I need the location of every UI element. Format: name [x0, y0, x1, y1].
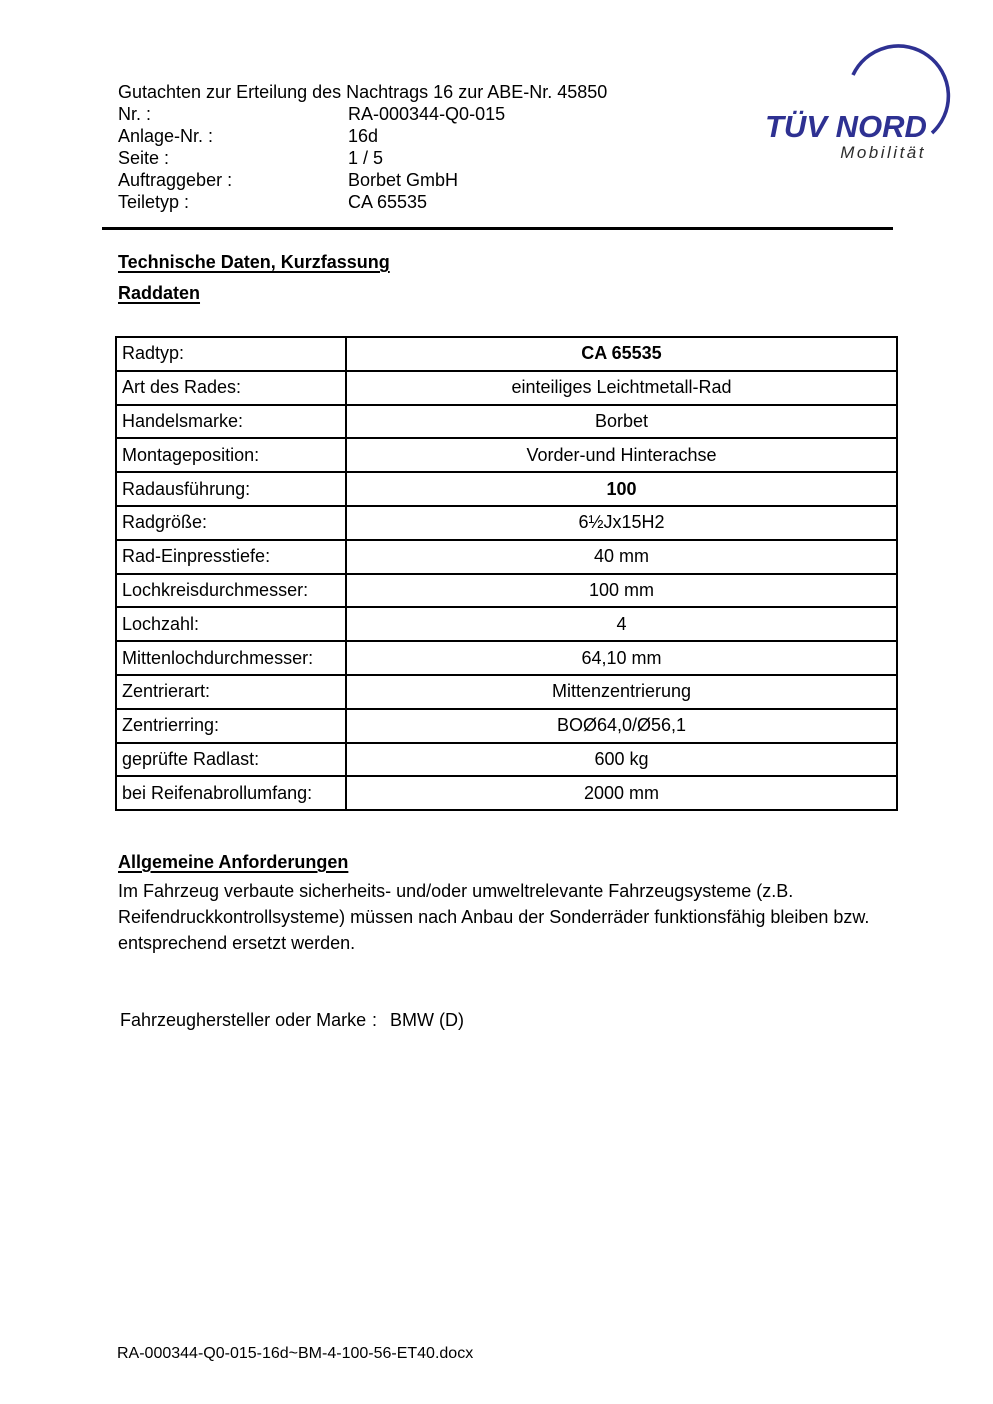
- general-requirements-text: Im Fahrzeug verbaute sicherheits- und/oder umweltrelevante Fahrzeugsysteme (z.B. Reifendruckkontrollsysteme) müssen nach Anbau der Sonderräder funktionsfähig bleiben bzw. entsprechend ersetzt werden.: [118, 881, 870, 953]
- technical-data-heading: Technische Daten, Kurzfassung: [118, 252, 390, 272]
- row-label: geprüfte Radlast:: [116, 743, 346, 777]
- row-label: Art des Rades:: [116, 371, 346, 405]
- table-row: [116, 472, 897, 506]
- tuv-nord-logo: [752, 44, 952, 172]
- manufacturer-value: BMW (D): [390, 1010, 464, 1030]
- header-field-value: 1 / 5: [348, 148, 384, 168]
- row-value: 100 mm: [346, 574, 897, 608]
- row-label: Radgröße:: [116, 506, 346, 540]
- manufacturer-line: [120, 1010, 464, 1031]
- row-label: Lochkreisdurchmesser:: [116, 574, 346, 608]
- row-label: Handelsmarke:: [116, 405, 346, 439]
- table-row: [116, 776, 897, 810]
- header-fields: [118, 103, 607, 213]
- header-field: [118, 191, 607, 213]
- header-field-label: Nr. :: [118, 104, 152, 124]
- table-row: [116, 574, 897, 608]
- row-value: 4: [346, 607, 897, 641]
- raddaten-heading: Raddaten: [118, 283, 201, 303]
- table-row: [116, 743, 897, 777]
- row-label: Mittenlochdurchmesser:: [116, 641, 346, 675]
- row-label: Montageposition:: [116, 438, 346, 472]
- header-field-label: Teiletyp :: [118, 192, 190, 212]
- row-value: einteiliges Leichtmetall-Rad: [346, 371, 897, 405]
- footer-filename: RA-000344-Q0-015-16d~BM-4-100-56-ET40.docx: [117, 1345, 474, 1362]
- tuv-nord-logo-text: TÜV NORD: [765, 109, 927, 144]
- row-label: Rad-Einpresstiefe:: [116, 540, 346, 574]
- table-row: [116, 337, 897, 371]
- row-value: 6½Jx15H2: [346, 506, 897, 540]
- manufacturer-label: Fahrzeughersteller oder Marke: [120, 1010, 367, 1030]
- table-row: [116, 709, 897, 743]
- header-field-label: Seite :: [118, 148, 170, 168]
- header-divider: [102, 227, 893, 230]
- row-value: Mittenzentrierung: [346, 675, 897, 709]
- table-row: [116, 371, 897, 405]
- header-field: [118, 103, 607, 125]
- manufacturer-separator: :: [372, 1010, 378, 1030]
- row-label: Zentrierart:: [116, 675, 346, 709]
- header-field: [118, 147, 607, 169]
- logo-tagline: Mobilität: [840, 143, 926, 162]
- table-row: [116, 675, 897, 709]
- row-label: Lochzahl:: [116, 607, 346, 641]
- header-block: [118, 81, 607, 213]
- header-field-value: 16d: [348, 126, 379, 146]
- tuv-nord-logo-graphic: [752, 44, 952, 146]
- row-label: Radtyp:: [116, 337, 346, 371]
- table-row: [116, 405, 897, 439]
- header-field-label: Anlage-Nr. :: [118, 126, 214, 146]
- row-value: 2000 mm: [346, 776, 897, 810]
- table-row: [116, 540, 897, 574]
- row-value: CA 65535: [346, 337, 897, 371]
- header-field-value: CA 65535: [348, 192, 428, 212]
- row-label: Zentrierring:: [116, 709, 346, 743]
- row-value: 40 mm: [346, 540, 897, 574]
- table-row: [116, 641, 897, 675]
- header-field: [118, 169, 607, 191]
- table-row: [116, 607, 897, 641]
- row-value: Borbet: [346, 405, 897, 439]
- row-label: bei Reifenabrollumfang:: [116, 776, 346, 810]
- header-field: [118, 125, 607, 147]
- row-value: Vorder-und Hinterachse: [346, 438, 897, 472]
- row-label: Radausführung:: [116, 472, 346, 506]
- table-row: [116, 438, 897, 472]
- header-field-value: RA-000344-Q0-015: [348, 104, 506, 124]
- raddaten-table: [115, 336, 898, 811]
- table-row: [116, 506, 897, 540]
- row-value: 64,10 mm: [346, 641, 897, 675]
- header-field-value: Borbet GmbH: [348, 170, 459, 190]
- row-value: 600 kg: [346, 743, 897, 777]
- row-value: 100: [346, 472, 897, 506]
- general-requirements-heading: Allgemeine Anforderungen: [118, 852, 349, 872]
- row-value: BOØ64,0/Ø56,1: [346, 709, 897, 743]
- document-title-line: Gutachten zur Erteilung des Nachtrags 16 zur ABE-Nr. 45850: [118, 82, 608, 102]
- header-field-label: Auftraggeber :: [118, 170, 233, 190]
